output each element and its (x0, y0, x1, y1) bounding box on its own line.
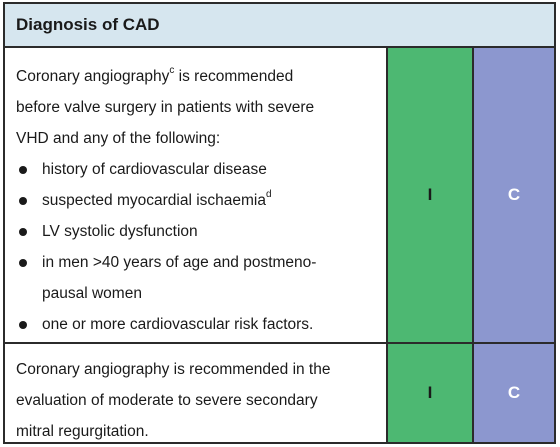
list-item (16, 216, 376, 247)
class-value: I (427, 185, 433, 204)
footnote-c: c (169, 64, 175, 76)
list-item (16, 185, 376, 216)
intro-text-4: VHD and any of the following: (16, 130, 221, 147)
bullet-text: LV systolic dysfunction (42, 223, 198, 240)
intro-text-3: before valve surgery in patients with severe (16, 99, 315, 116)
bullet-text: one or more cardiovascular risk factors. (42, 316, 314, 333)
level-value: C (507, 185, 521, 204)
level-cell (474, 48, 554, 342)
text-line: mitral regurgitation. (16, 423, 149, 440)
table-header (5, 4, 554, 48)
level-value: C (507, 383, 521, 402)
list-item (16, 247, 376, 309)
bullet-text-continued: pausal women (42, 285, 142, 302)
recommendation-table (3, 2, 556, 444)
text-line: evaluation of moderate to severe secondary (16, 392, 318, 409)
class-cell (388, 344, 474, 442)
level-cell (474, 344, 554, 442)
recommendation-text (5, 344, 388, 442)
header-title: Diagnosis of CAD (16, 15, 160, 34)
criteria-list (16, 154, 376, 340)
list-item (16, 309, 376, 340)
text-line: Coronary angiography is recommended in the (16, 361, 331, 378)
bullet-text: history of cardiovascular disease (42, 161, 267, 178)
intro-text-1: Coronary angiography (16, 68, 170, 85)
recommendation-text (5, 48, 388, 342)
footnote-d: d (266, 188, 272, 200)
list-item (16, 154, 376, 185)
class-value: I (427, 383, 433, 402)
bullet-text: in men >40 years of age and postmeno- (42, 254, 317, 271)
bullet-text: suspected myocardial ischaemia (42, 192, 266, 209)
intro-paragraph (16, 61, 376, 154)
table-row (5, 344, 554, 442)
class-cell (388, 48, 474, 342)
intro-text-2: is recommended (174, 68, 294, 85)
table-row (5, 48, 554, 344)
